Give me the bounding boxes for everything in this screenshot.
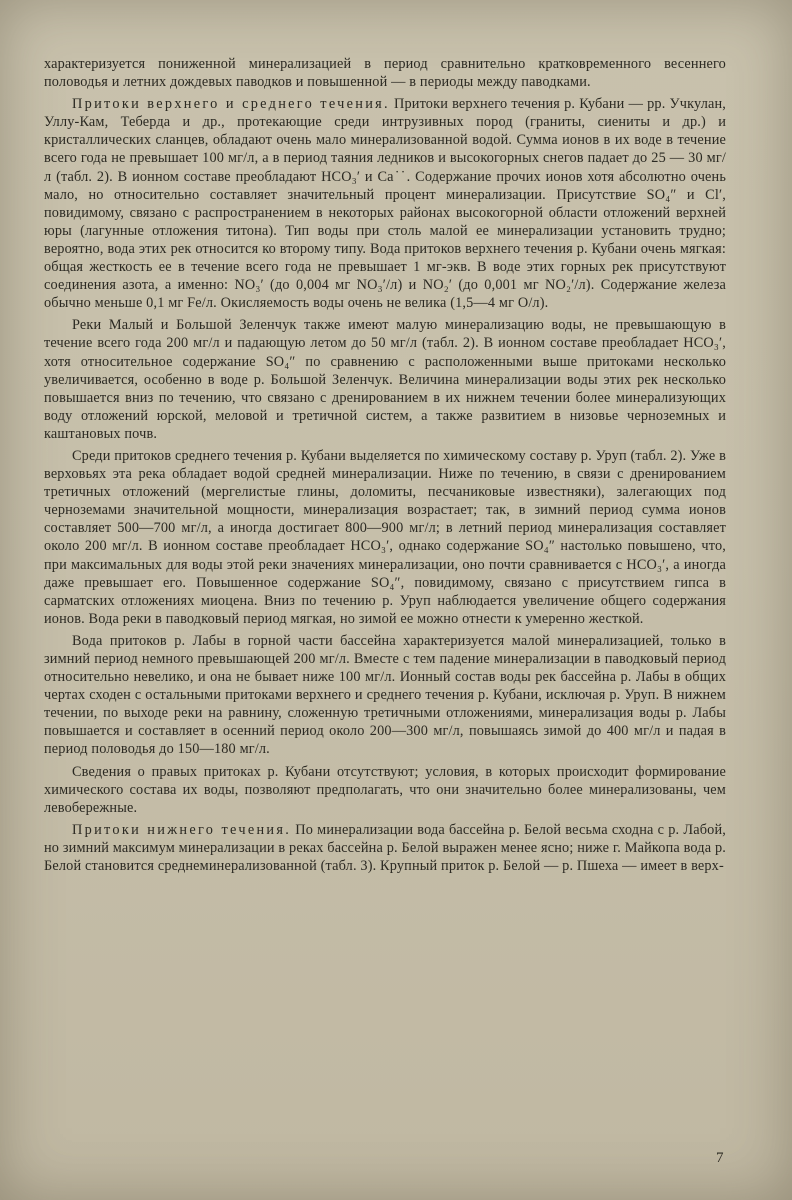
paragraph-4-text: Среди притоков среднего течения р. Кубани выделяется по химическому составу р. Уруп (табл. 2). Уже в верховьях эта река обладает водой средней минерализации. Ниже по течению, в связи с дренированием третичных отложений (мергелистые глины, доломиты, песчаниковые известняки), залегающих под черноземами значительной мощности, минерализация возрастает; так, в зимний период сумма ионов составляет 500—700 мг/л, а иногда достигает 800—900 мг/л; в летний период минерализация составляет около 200 мг/л. В ионном составе преобладает HCO₃′, однако содержание SO₄″ настолько повышено, что, при максимальных для воды этой реки значениях минерализации, оно почти сравнивается с HCO₃′, а иногда даже превышает его. Повышенное содержание SO₄″, повидимому, связано с присутствием гипса в сарматских отложениях миоцена. Вниз по течению р. Уруп наблюдается увеличение общего содержания ионов. Вода реки в паводковый период мягкая, но зимой ее можно отнести к умеренно жесткой. <box>44 447 726 627</box>
body-text <box>44 55 726 875</box>
page-number: 7 <box>716 1150 724 1166</box>
paragraph-3 <box>44 316 726 443</box>
section-heading-upper-middle-tributaries: Притоки верхнего и среднего течения. <box>72 96 390 113</box>
paragraph-1-text: характеризуется пониженной минерализацией в период сравнительно кратковременного весеннего половодья и летних дождевых паводков и повышенной — в периоды между паводками. <box>44 56 726 91</box>
paragraph-7-text: По минерализации вода бассейна р. Белой весьма сходна с р. Лабой, но зимний максимум минерализации в реках бассейна р. Белой выражен менее ясно; ниже г. Майкопа вода р. Белой становится среднеминерализованной (табл. 3). Крупный приток р. Белой — р. Пшеха — имеет в верх- <box>44 821 726 875</box>
paragraph-7 <box>44 821 726 875</box>
paragraph-2 <box>44 95 726 312</box>
paragraph-2-text: Притоки верхнего течения р. Кубани — рр. Учкулан, Уллу-Кам, Теберда и др., протекающие среди интрузивных пород (граниты, сиениты и др.) и кристаллических сланцев, обладают очень мало минерализованной водой. Сумма ионов в их воде в течение всего года не превышает 100 мг/л, а в период таяния ледников и высокогорных снегов падает до 25 — 30 мг/л (табл. 2). В ионном составе преобладают HCO₃′ и Ca˙˙. Содержание прочих ионов хотя абсолютно очень мало, но относительно составляет значительный процент минерализации. Присутствие SO₄″ и Cl′, повидимому, связано с распространением в некоторых районах высокогорной области отложений верхней юры (лагунные отложения титона). Тип воды при столь малой ее минерализации установить трудно; вероятно, вода этих рек относится ко второму типу. Вода притоков верхнего течения р. Кубани очень мягкая: общая жесткость ее в течение всего года не превышает 1 мг-экв. В воде этих горных рек присутствуют соединения азота, а именно: NO₃′ (до 0,004 мг NO₃′/л) и NO₂′ (до 0,001 мг NO₂′/л). Содержание железа обычно меньше 0,1 мг Fe/л. Окисляемость воды очень не велика (1,5—4 мг O/л). <box>44 96 726 312</box>
paragraph-4 <box>44 447 726 628</box>
paragraph-6 <box>44 763 726 817</box>
paragraph-5 <box>44 632 726 759</box>
paragraph-3-text: Реки Малый и Большой Зеленчук также имеют малую минерализацию воды, не превышающую в течение всего года 200 мг/л и падающую летом до 50 мг/л (табл. 2). В ионном составе преобладает HCO₃′, хотя относительное содержание SO₄″ по сравнению с расположенными выше притоками несколько увеличивается, особенно в воде р. Большой Зеленчук. Величина минерализации воды этих рек несколько повышается вниз по течению, что связано с дренированием в их нижнем течении более минерализующих воду отложений юрской, меловой и третичной систем, а также развитием в низовье черноземных и каштановых почв. <box>44 317 726 442</box>
paragraph-1 <box>44 55 726 91</box>
paragraph-5-text: Вода притоков р. Лабы в горной части бассейна характеризуется малой минерализацией, только в зимний период немного превышающей 200 мг/л. Вместе с тем падение минерализации в паводковый период относительно невелико, и она не бывает ниже 100 мг/л. Ионный состав воды рек бассейна р. Лабы в общих чертах сходен с остальными притоками верхнего и среднего течения р. Кубани, исключая р. Уруп. В нижнем течении, по выходе реки на равнину, сложенную третичными отложениями, минерализация воды р. Лабы повышается и составляет в осенний период около 200—300 мг/л, повышаясь зимой до 400 мг/л и падая в период половодья до 150—180 мг/л. <box>44 632 726 758</box>
paragraph-6-text: Сведения о правых притоках р. Кубани отсутствуют; условия, в которых происходит формирование химического состава их воды, позволяют предполагать, что они значительно более минерализованы, чем левобережные. <box>44 763 726 816</box>
section-heading-lower-tributaries: Притоки нижнего течения. <box>72 821 292 838</box>
